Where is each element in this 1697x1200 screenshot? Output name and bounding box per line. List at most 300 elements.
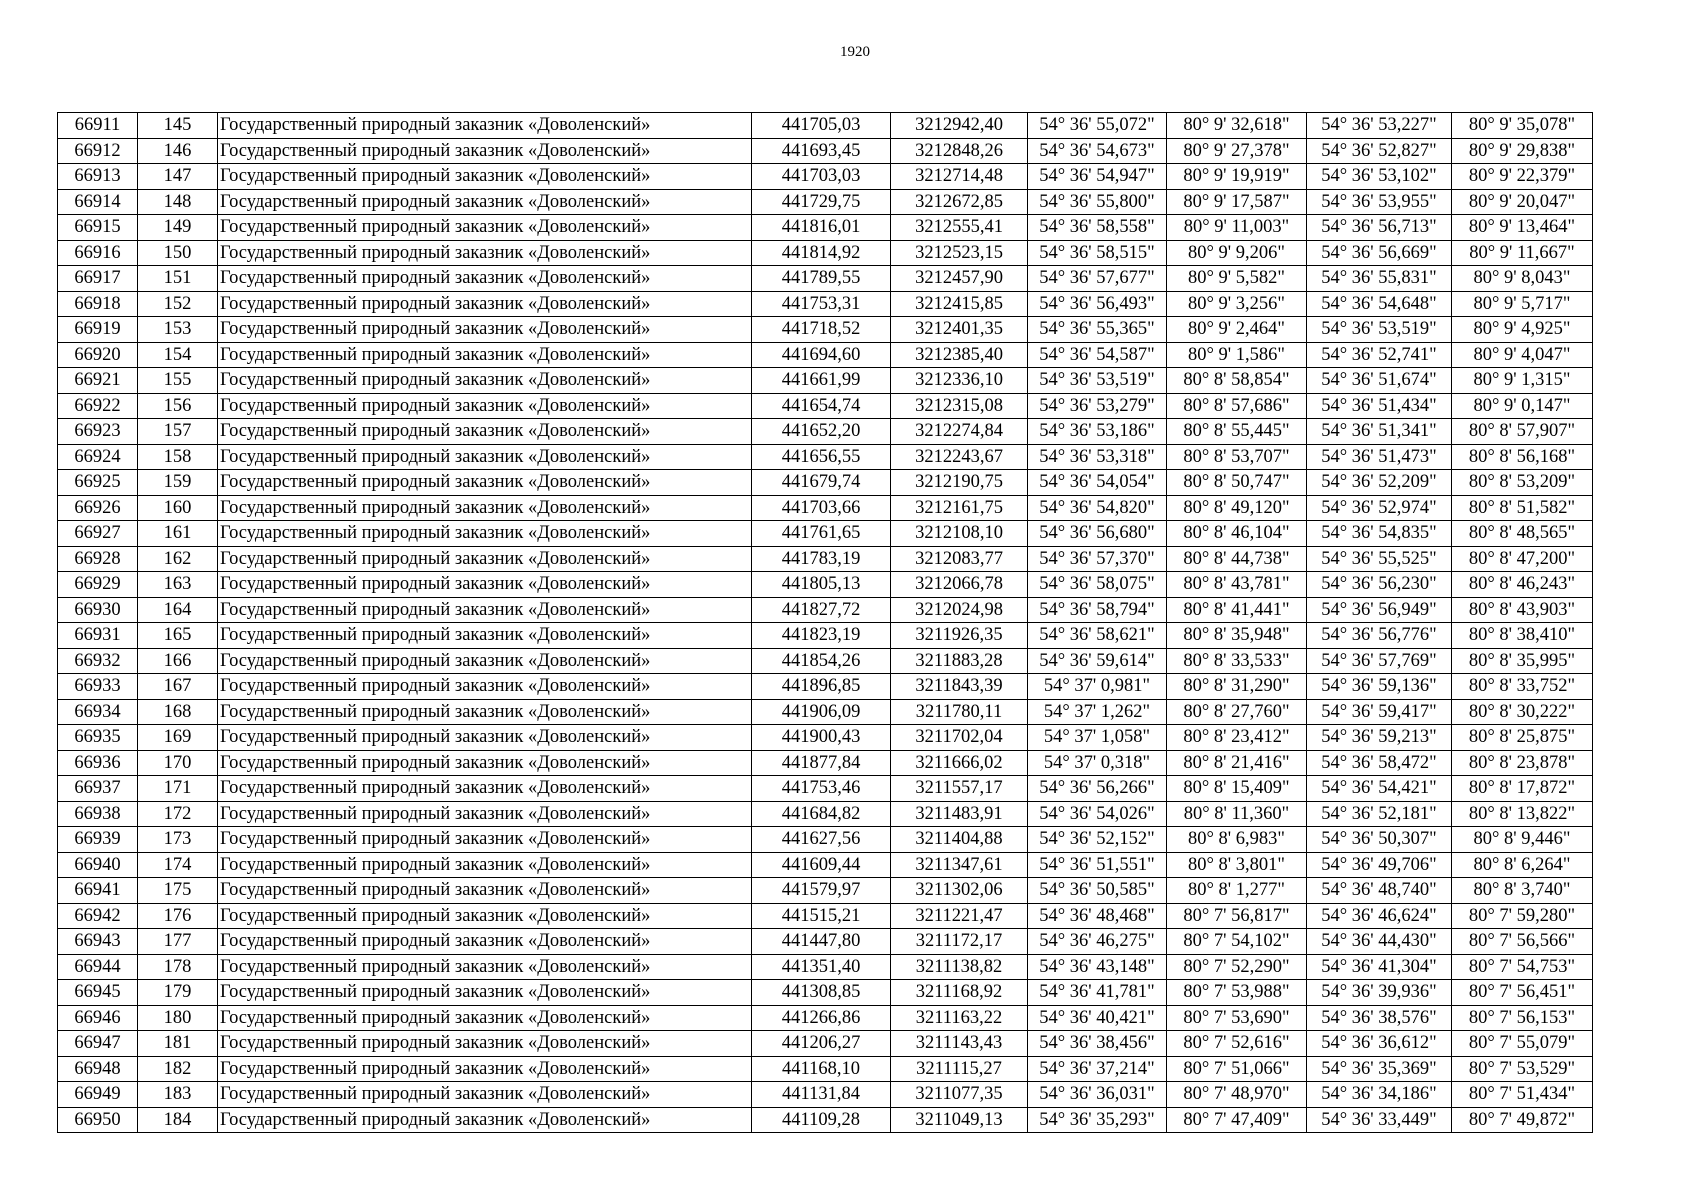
latitude-2-cell: 54° 36' 56,669": [1307, 240, 1452, 266]
record-id-cell: 66926: [58, 495, 138, 521]
object-name-cell: Государственный природный заказник «Доволенский»: [218, 1056, 752, 1082]
latitude-1-cell: 54° 36' 55,072": [1028, 113, 1167, 139]
longitude-1-cell: 80° 8' 43,781": [1167, 572, 1307, 598]
table-row: [58, 980, 1593, 1006]
coord-x-cell: 441656,55: [752, 444, 891, 470]
point-number-cell: 181: [138, 1031, 218, 1057]
latitude-2-cell: 54° 36' 35,369": [1307, 1056, 1452, 1082]
longitude-2-cell: 80° 8' 48,565": [1452, 521, 1593, 547]
record-id-cell: 66945: [58, 980, 138, 1006]
latitude-2-cell: 54° 36' 49,706": [1307, 852, 1452, 878]
table-row: [58, 674, 1593, 700]
object-name-cell: Государственный природный заказник «Доволенский»: [218, 648, 752, 674]
table-row: [58, 648, 1593, 674]
table-row: [58, 266, 1593, 292]
record-id-cell: 66940: [58, 852, 138, 878]
coord-x-cell: 441906,09: [752, 699, 891, 725]
record-id-cell: 66947: [58, 1031, 138, 1057]
point-number-cell: 166: [138, 648, 218, 674]
latitude-2-cell: 54° 36' 52,181": [1307, 801, 1452, 827]
coord-x-cell: 441661,99: [752, 368, 891, 394]
longitude-1-cell: 80° 8' 31,290": [1167, 674, 1307, 700]
object-name-cell: Государственный природный заказник «Доволенский»: [218, 1005, 752, 1031]
longitude-2-cell: 80° 8' 9,446": [1452, 827, 1593, 853]
table-row: [58, 776, 1593, 802]
latitude-2-cell: 54° 36' 36,612": [1307, 1031, 1452, 1057]
coord-x-cell: 441609,44: [752, 852, 891, 878]
record-id-cell: 66922: [58, 393, 138, 419]
latitude-1-cell: 54° 36' 58,621": [1028, 623, 1167, 649]
latitude-1-cell: 54° 36' 51,551": [1028, 852, 1167, 878]
point-number-cell: 172: [138, 801, 218, 827]
coord-y-cell: 3212523,15: [891, 240, 1028, 266]
latitude-2-cell: 54° 36' 56,713": [1307, 215, 1452, 241]
longitude-1-cell: 80° 9' 17,587": [1167, 189, 1307, 215]
longitude-1-cell: 80° 9' 32,618": [1167, 113, 1307, 139]
latitude-2-cell: 54° 36' 53,955": [1307, 189, 1452, 215]
longitude-2-cell: 80° 8' 47,200": [1452, 546, 1593, 572]
record-id-cell: 66931: [58, 623, 138, 649]
latitude-1-cell: 54° 36' 36,031": [1028, 1082, 1167, 1108]
coord-y-cell: 3211168,92: [891, 980, 1028, 1006]
record-id-cell: 66928: [58, 546, 138, 572]
longitude-1-cell: 80° 8' 44,738": [1167, 546, 1307, 572]
longitude-2-cell: 80° 8' 35,995": [1452, 648, 1593, 674]
object-name-cell: Государственный природный заказник «Доволенский»: [218, 750, 752, 776]
object-name-cell: Государственный природный заказник «Доволенский»: [218, 623, 752, 649]
longitude-2-cell: 80° 9' 35,078": [1452, 113, 1593, 139]
coord-x-cell: 441805,13: [752, 572, 891, 598]
latitude-1-cell: 54° 36' 54,673": [1028, 138, 1167, 164]
latitude-1-cell: 54° 36' 54,947": [1028, 164, 1167, 190]
record-id-cell: 66948: [58, 1056, 138, 1082]
longitude-2-cell: 80° 7' 51,434": [1452, 1082, 1593, 1108]
coord-x-cell: 441896,85: [752, 674, 891, 700]
longitude-1-cell: 80° 8' 55,445": [1167, 419, 1307, 445]
object-name-cell: Государственный природный заказник «Доволенский»: [218, 954, 752, 980]
longitude-1-cell: 80° 8' 3,801": [1167, 852, 1307, 878]
table-row: [58, 113, 1593, 139]
point-number-cell: 182: [138, 1056, 218, 1082]
latitude-1-cell: 54° 36' 53,279": [1028, 393, 1167, 419]
latitude-2-cell: 54° 36' 52,741": [1307, 342, 1452, 368]
object-name-cell: Государственный природный заказник «Доволенский»: [218, 674, 752, 700]
table-row: [58, 546, 1593, 572]
point-number-cell: 156: [138, 393, 218, 419]
coord-x-cell: 441705,03: [752, 113, 891, 139]
longitude-2-cell: 80° 9' 22,379": [1452, 164, 1593, 190]
longitude-1-cell: 80° 8' 46,104": [1167, 521, 1307, 547]
table-row: [58, 929, 1593, 955]
coord-y-cell: 3211347,61: [891, 852, 1028, 878]
point-number-cell: 158: [138, 444, 218, 470]
coord-y-cell: 3212274,84: [891, 419, 1028, 445]
longitude-2-cell: 80° 8' 30,222": [1452, 699, 1593, 725]
table-row: [58, 470, 1593, 496]
latitude-2-cell: 54° 36' 46,624": [1307, 903, 1452, 929]
longitude-1-cell: 80° 9' 19,919": [1167, 164, 1307, 190]
coord-x-cell: 441515,21: [752, 903, 891, 929]
longitude-2-cell: 80° 8' 38,410": [1452, 623, 1593, 649]
object-name-cell: Государственный природный заказник «Доволенский»: [218, 419, 752, 445]
latitude-1-cell: 54° 36' 52,152": [1028, 827, 1167, 853]
record-id-cell: 66925: [58, 470, 138, 496]
latitude-1-cell: 54° 36' 38,456": [1028, 1031, 1167, 1057]
latitude-2-cell: 54° 36' 48,740": [1307, 878, 1452, 904]
record-id-cell: 66917: [58, 266, 138, 292]
object-name-cell: Государственный природный заказник «Доволенский»: [218, 1082, 752, 1108]
coord-y-cell: 3211115,27: [891, 1056, 1028, 1082]
point-number-cell: 162: [138, 546, 218, 572]
table-row: [58, 597, 1593, 623]
latitude-2-cell: 54° 36' 54,835": [1307, 521, 1452, 547]
latitude-1-cell: 54° 36' 37,214": [1028, 1056, 1167, 1082]
latitude-2-cell: 54° 36' 59,136": [1307, 674, 1452, 700]
point-number-cell: 178: [138, 954, 218, 980]
point-number-cell: 169: [138, 725, 218, 751]
latitude-1-cell: 54° 36' 56,493": [1028, 291, 1167, 317]
record-id-cell: 66911: [58, 113, 138, 139]
coord-x-cell: 441761,65: [752, 521, 891, 547]
record-id-cell: 66933: [58, 674, 138, 700]
longitude-1-cell: 80° 8' 6,983": [1167, 827, 1307, 853]
record-id-cell: 66935: [58, 725, 138, 751]
coord-y-cell: 3211221,47: [891, 903, 1028, 929]
coord-x-cell: 441900,43: [752, 725, 891, 751]
object-name-cell: Государственный природный заказник «Доволенский»: [218, 138, 752, 164]
coord-y-cell: 3211926,35: [891, 623, 1028, 649]
coord-y-cell: 3212315,08: [891, 393, 1028, 419]
latitude-1-cell: 54° 36' 55,800": [1028, 189, 1167, 215]
object-name-cell: Государственный природный заказник «Доволенский»: [218, 291, 752, 317]
latitude-2-cell: 54° 36' 44,430": [1307, 929, 1452, 955]
coord-y-cell: 3212024,98: [891, 597, 1028, 623]
point-number-cell: 157: [138, 419, 218, 445]
coord-x-cell: 441206,27: [752, 1031, 891, 1057]
table-row: [58, 521, 1593, 547]
record-id-cell: 66942: [58, 903, 138, 929]
table-row: [58, 393, 1593, 419]
latitude-2-cell: 54° 36' 55,831": [1307, 266, 1452, 292]
object-name-cell: Государственный природный заказник «Доволенский»: [218, 546, 752, 572]
object-name-cell: Государственный природный заказник «Доволенский»: [218, 699, 752, 725]
longitude-2-cell: 80° 7' 56,451": [1452, 980, 1593, 1006]
longitude-2-cell: 80° 9' 13,464": [1452, 215, 1593, 241]
object-name-cell: Государственный природный заказник «Доволенский»: [218, 1107, 752, 1133]
object-name-cell: Государственный природный заказник «Доволенский»: [218, 597, 752, 623]
latitude-1-cell: 54° 36' 54,587": [1028, 342, 1167, 368]
latitude-2-cell: 54° 36' 51,434": [1307, 393, 1452, 419]
longitude-1-cell: 80° 8' 23,412": [1167, 725, 1307, 751]
record-id-cell: 66949: [58, 1082, 138, 1108]
point-number-cell: 183: [138, 1082, 218, 1108]
latitude-2-cell: 54° 36' 51,341": [1307, 419, 1452, 445]
point-number-cell: 152: [138, 291, 218, 317]
latitude-1-cell: 54° 36' 56,266": [1028, 776, 1167, 802]
point-number-cell: 171: [138, 776, 218, 802]
coord-y-cell: 3211049,13: [891, 1107, 1028, 1133]
longitude-1-cell: 80° 8' 21,416": [1167, 750, 1307, 776]
table-row: [58, 138, 1593, 164]
coord-x-cell: 441703,03: [752, 164, 891, 190]
table-row: [58, 954, 1593, 980]
point-number-cell: 148: [138, 189, 218, 215]
coord-y-cell: 3211666,02: [891, 750, 1028, 776]
point-number-cell: 154: [138, 342, 218, 368]
coord-x-cell: 441351,40: [752, 954, 891, 980]
longitude-2-cell: 80° 7' 54,753": [1452, 954, 1593, 980]
longitude-2-cell: 80° 9' 8,043": [1452, 266, 1593, 292]
longitude-1-cell: 80° 7' 51,066": [1167, 1056, 1307, 1082]
coord-x-cell: 441131,84: [752, 1082, 891, 1108]
table-row: [58, 852, 1593, 878]
table-row: [58, 164, 1593, 190]
longitude-2-cell: 80° 8' 46,243": [1452, 572, 1593, 598]
latitude-1-cell: 54° 36' 50,585": [1028, 878, 1167, 904]
longitude-1-cell: 80° 7' 56,817": [1167, 903, 1307, 929]
longitude-2-cell: 80° 8' 25,875": [1452, 725, 1593, 751]
point-number-cell: 163: [138, 572, 218, 598]
object-name-cell: Государственный природный заказник «Доволенский»: [218, 903, 752, 929]
longitude-1-cell: 80° 9' 1,586": [1167, 342, 1307, 368]
latitude-2-cell: 54° 36' 53,519": [1307, 317, 1452, 343]
table-row: [58, 419, 1593, 445]
longitude-2-cell: 80° 8' 57,907": [1452, 419, 1593, 445]
coord-x-cell: 441827,72: [752, 597, 891, 623]
object-name-cell: Государственный природный заказник «Доволенский»: [218, 1031, 752, 1057]
latitude-1-cell: 54° 36' 53,318": [1028, 444, 1167, 470]
object-name-cell: Государственный природный заказник «Доволенский»: [218, 266, 752, 292]
object-name-cell: Государственный природный заказник «Доволенский»: [218, 240, 752, 266]
latitude-1-cell: 54° 37' 0,981": [1028, 674, 1167, 700]
point-number-cell: 184: [138, 1107, 218, 1133]
longitude-2-cell: 80° 9' 0,147": [1452, 393, 1593, 419]
latitude-1-cell: 54° 36' 46,275": [1028, 929, 1167, 955]
longitude-1-cell: 80° 8' 41,441": [1167, 597, 1307, 623]
point-number-cell: 147: [138, 164, 218, 190]
latitude-2-cell: 54° 36' 56,776": [1307, 623, 1452, 649]
point-number-cell: 150: [138, 240, 218, 266]
point-number-cell: 145: [138, 113, 218, 139]
coord-x-cell: 441447,80: [752, 929, 891, 955]
table-row: [58, 444, 1593, 470]
coord-x-cell: 441266,86: [752, 1005, 891, 1031]
latitude-2-cell: 54° 36' 52,209": [1307, 470, 1452, 496]
coord-x-cell: 441823,19: [752, 623, 891, 649]
page-number: 1920: [840, 44, 870, 60]
record-id-cell: 66923: [58, 419, 138, 445]
longitude-2-cell: 80° 9' 20,047": [1452, 189, 1593, 215]
record-id-cell: 66913: [58, 164, 138, 190]
coord-y-cell: 3212555,41: [891, 215, 1028, 241]
object-name-cell: Государственный природный заказник «Доволенский»: [218, 827, 752, 853]
longitude-1-cell: 80° 9' 11,003": [1167, 215, 1307, 241]
longitude-2-cell: 80° 8' 6,264": [1452, 852, 1593, 878]
longitude-1-cell: 80° 9' 2,464": [1167, 317, 1307, 343]
point-number-cell: 155: [138, 368, 218, 394]
latitude-2-cell: 54° 36' 58,472": [1307, 750, 1452, 776]
object-name-cell: Государственный природный заказник «Доволенский»: [218, 215, 752, 241]
longitude-2-cell: 80° 8' 56,168": [1452, 444, 1593, 470]
latitude-2-cell: 54° 36' 33,449": [1307, 1107, 1452, 1133]
coord-x-cell: 441877,84: [752, 750, 891, 776]
latitude-2-cell: 54° 36' 54,648": [1307, 291, 1452, 317]
latitude-2-cell: 54° 36' 50,307": [1307, 827, 1452, 853]
longitude-2-cell: 80° 9' 29,838": [1452, 138, 1593, 164]
longitude-1-cell: 80° 8' 35,948": [1167, 623, 1307, 649]
object-name-cell: Государственный природный заказник «Доволенский»: [218, 317, 752, 343]
point-number-cell: 146: [138, 138, 218, 164]
longitude-1-cell: 80° 8' 1,277": [1167, 878, 1307, 904]
point-number-cell: 175: [138, 878, 218, 904]
point-number-cell: 174: [138, 852, 218, 878]
record-id-cell: 66924: [58, 444, 138, 470]
coord-y-cell: 3211843,39: [891, 674, 1028, 700]
coord-x-cell: 441816,01: [752, 215, 891, 241]
object-name-cell: Государственный природный заказник «Доволенский»: [218, 572, 752, 598]
longitude-1-cell: 80° 8' 53,707": [1167, 444, 1307, 470]
latitude-2-cell: 54° 36' 56,949": [1307, 597, 1452, 623]
record-id-cell: 66929: [58, 572, 138, 598]
longitude-1-cell: 80° 9' 9,206": [1167, 240, 1307, 266]
table-row: [58, 189, 1593, 215]
longitude-2-cell: 80° 8' 17,872": [1452, 776, 1593, 802]
record-id-cell: 66921: [58, 368, 138, 394]
latitude-1-cell: 54° 36' 54,820": [1028, 495, 1167, 521]
coord-y-cell: 3211302,06: [891, 878, 1028, 904]
table-row: [58, 827, 1593, 853]
longitude-2-cell: 80° 8' 23,878": [1452, 750, 1593, 776]
point-number-cell: 173: [138, 827, 218, 853]
point-number-cell: 180: [138, 1005, 218, 1031]
longitude-2-cell: 80° 9' 4,925": [1452, 317, 1593, 343]
coord-y-cell: 3212672,85: [891, 189, 1028, 215]
coord-x-cell: 441109,28: [752, 1107, 891, 1133]
coord-y-cell: 3212401,35: [891, 317, 1028, 343]
coord-y-cell: 3211557,17: [891, 776, 1028, 802]
coord-y-cell: 3211883,28: [891, 648, 1028, 674]
longitude-1-cell: 80° 9' 3,256": [1167, 291, 1307, 317]
object-name-cell: Государственный природный заказник «Доволенский»: [218, 164, 752, 190]
point-number-cell: 153: [138, 317, 218, 343]
point-number-cell: 170: [138, 750, 218, 776]
longitude-1-cell: 80° 7' 48,970": [1167, 1082, 1307, 1108]
longitude-1-cell: 80° 8' 11,360": [1167, 801, 1307, 827]
point-number-cell: 160: [138, 495, 218, 521]
latitude-2-cell: 54° 36' 51,674": [1307, 368, 1452, 394]
record-id-cell: 66919: [58, 317, 138, 343]
object-name-cell: Государственный природный заказник «Доволенский»: [218, 113, 752, 139]
latitude-1-cell: 54° 36' 58,558": [1028, 215, 1167, 241]
coord-y-cell: 3212415,85: [891, 291, 1028, 317]
point-number-cell: 176: [138, 903, 218, 929]
table-row: [58, 801, 1593, 827]
coord-y-cell: 3212457,90: [891, 266, 1028, 292]
object-name-cell: Государственный природный заказник «Доволенский»: [218, 521, 752, 547]
record-id-cell: 66918: [58, 291, 138, 317]
coord-y-cell: 3211143,43: [891, 1031, 1028, 1057]
record-id-cell: 66941: [58, 878, 138, 904]
longitude-2-cell: 80° 7' 56,566": [1452, 929, 1593, 955]
point-number-cell: 149: [138, 215, 218, 241]
coord-x-cell: 441168,10: [752, 1056, 891, 1082]
object-name-cell: Государственный природный заказник «Доволенский»: [218, 776, 752, 802]
object-name-cell: Государственный природный заказник «Доволенский»: [218, 444, 752, 470]
point-number-cell: 177: [138, 929, 218, 955]
longitude-1-cell: 80° 8' 50,747": [1167, 470, 1307, 496]
longitude-2-cell: 80° 9' 1,315": [1452, 368, 1593, 394]
longitude-1-cell: 80° 8' 15,409": [1167, 776, 1307, 802]
record-id-cell: 66920: [58, 342, 138, 368]
object-name-cell: Государственный природный заказник «Доволенский»: [218, 470, 752, 496]
point-number-cell: 167: [138, 674, 218, 700]
record-id-cell: 66950: [58, 1107, 138, 1133]
point-number-cell: 161: [138, 521, 218, 547]
table-row: [58, 699, 1593, 725]
coord-y-cell: 3211077,35: [891, 1082, 1028, 1108]
record-id-cell: 66937: [58, 776, 138, 802]
coord-x-cell: 441729,75: [752, 189, 891, 215]
table-row: [58, 878, 1593, 904]
coord-x-cell: 441693,45: [752, 138, 891, 164]
latitude-1-cell: 54° 36' 53,519": [1028, 368, 1167, 394]
longitude-1-cell: 80° 9' 5,582": [1167, 266, 1307, 292]
record-id-cell: 66912: [58, 138, 138, 164]
coord-y-cell: 3212190,75: [891, 470, 1028, 496]
table-row: [58, 903, 1593, 929]
latitude-2-cell: 54° 36' 56,230": [1307, 572, 1452, 598]
table-row: [58, 623, 1593, 649]
record-id-cell: 66938: [58, 801, 138, 827]
object-name-cell: Государственный природный заказник «Доволенский»: [218, 852, 752, 878]
latitude-2-cell: 54° 36' 39,936": [1307, 980, 1452, 1006]
table-row: [58, 572, 1593, 598]
object-name-cell: Государственный природный заказник «Доволенский»: [218, 801, 752, 827]
latitude-1-cell: 54° 36' 53,186": [1028, 419, 1167, 445]
latitude-1-cell: 54° 36' 59,614": [1028, 648, 1167, 674]
longitude-1-cell: 80° 7' 52,290": [1167, 954, 1307, 980]
object-name-cell: Государственный природный заказник «Доволенский»: [218, 725, 752, 751]
latitude-1-cell: 54° 36' 55,365": [1028, 317, 1167, 343]
longitude-1-cell: 80° 7' 53,988": [1167, 980, 1307, 1006]
object-name-cell: Государственный природный заказник «Доволенский»: [218, 980, 752, 1006]
coord-y-cell: 3212385,40: [891, 342, 1028, 368]
latitude-1-cell: 54° 36' 54,054": [1028, 470, 1167, 496]
coordinates-table: [57, 112, 1593, 1133]
longitude-1-cell: 80° 7' 54,102": [1167, 929, 1307, 955]
table-row: [58, 1056, 1593, 1082]
latitude-2-cell: 54° 36' 52,827": [1307, 138, 1452, 164]
longitude-2-cell: 80° 9' 11,667": [1452, 240, 1593, 266]
record-id-cell: 66930: [58, 597, 138, 623]
table-row: [58, 1031, 1593, 1057]
coord-y-cell: 3211404,88: [891, 827, 1028, 853]
latitude-1-cell: 54° 36' 35,293": [1028, 1107, 1167, 1133]
latitude-2-cell: 54° 36' 55,525": [1307, 546, 1452, 572]
longitude-2-cell: 80° 7' 59,280": [1452, 903, 1593, 929]
table-row: [58, 317, 1593, 343]
coord-y-cell: 3211780,11: [891, 699, 1028, 725]
latitude-2-cell: 54° 36' 34,186": [1307, 1082, 1452, 1108]
latitude-1-cell: 54° 36' 54,026": [1028, 801, 1167, 827]
object-name-cell: Государственный природный заказник «Доволенский»: [218, 878, 752, 904]
longitude-1-cell: 80° 7' 47,409": [1167, 1107, 1307, 1133]
longitude-2-cell: 80° 7' 49,872": [1452, 1107, 1593, 1133]
longitude-2-cell: 80° 9' 4,047": [1452, 342, 1593, 368]
latitude-1-cell: 54° 36' 41,781": [1028, 980, 1167, 1006]
latitude-1-cell: 54° 37' 0,318": [1028, 750, 1167, 776]
record-id-cell: 66932: [58, 648, 138, 674]
